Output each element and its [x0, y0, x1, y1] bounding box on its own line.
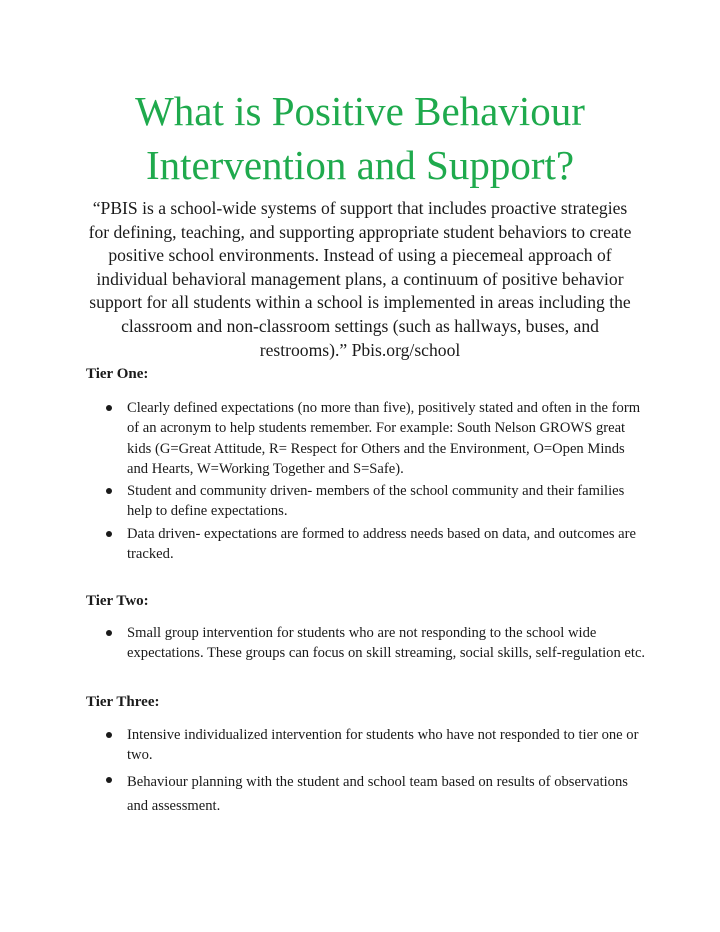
list-item — [86, 725, 646, 766]
list-item — [86, 524, 646, 565]
bullet-icon — [106, 777, 112, 783]
tier-three-heading: Tier Three: — [86, 694, 160, 710]
list-item — [86, 398, 646, 479]
list-item-text: Behaviour planning with the student and school team based on results of observations and assessment. — [127, 773, 628, 814]
tier-three-list — [86, 725, 646, 820]
list-item-text: Data driven- expectations are formed to address needs based on data, and outcomes are tracked. — [127, 525, 636, 563]
list-item-text: Intensive individualized intervention for students who have not responded to tier one or two. — [127, 727, 639, 764]
tier-one-heading: Tier One: — [86, 366, 149, 382]
list-item — [86, 623, 646, 664]
page-title-line-1: What is Positive Behaviour — [135, 88, 585, 134]
bullet-icon — [106, 488, 112, 494]
list-item — [86, 481, 646, 522]
pbis-quote: “PBIS is a school-wide systems of support that includes proactive strategies for defining, teaching, and supporting appropriate student behaviors to create positive school environments. Instead of using a piecemeal approach of individual behavioral management plans, a continuum of positive behavior support for all students within a school is implemented in areas including the classroom and non-classroom settings (such as hallways, buses, and restrooms).” Pbis.org/school — [88, 198, 632, 360]
tier-two-heading: Tier Two: — [86, 593, 149, 609]
page-title-line-2: Intervention and Support? — [145, 142, 575, 188]
bullet-icon — [106, 732, 112, 738]
tier-one-list — [86, 398, 646, 566]
tier-two-list — [86, 623, 646, 666]
bullet-icon — [106, 630, 112, 636]
page-title — [0, 84, 720, 192]
list-item-text: Small group intervention for students who are not responding to the school wide expectations. These groups can focus on skill streaming, social skills, self-regulation etc. — [127, 625, 646, 662]
bullet-icon — [106, 531, 112, 537]
list-item — [86, 770, 646, 818]
bullet-icon — [106, 405, 112, 411]
list-item-text: Clearly defined expectations (no more than five), positively stated and often in the form of an acronym to help students remember. For example: South Nelson GROWS great kids (G=Great Attitude, R= Respect for Others and the Environment, O=Open Minds and Hearts, W=Working Together and S=Safe). — [127, 400, 641, 477]
list-item-text: Student and community driven- members of the school community and their families help to define expectations. — [127, 483, 625, 520]
